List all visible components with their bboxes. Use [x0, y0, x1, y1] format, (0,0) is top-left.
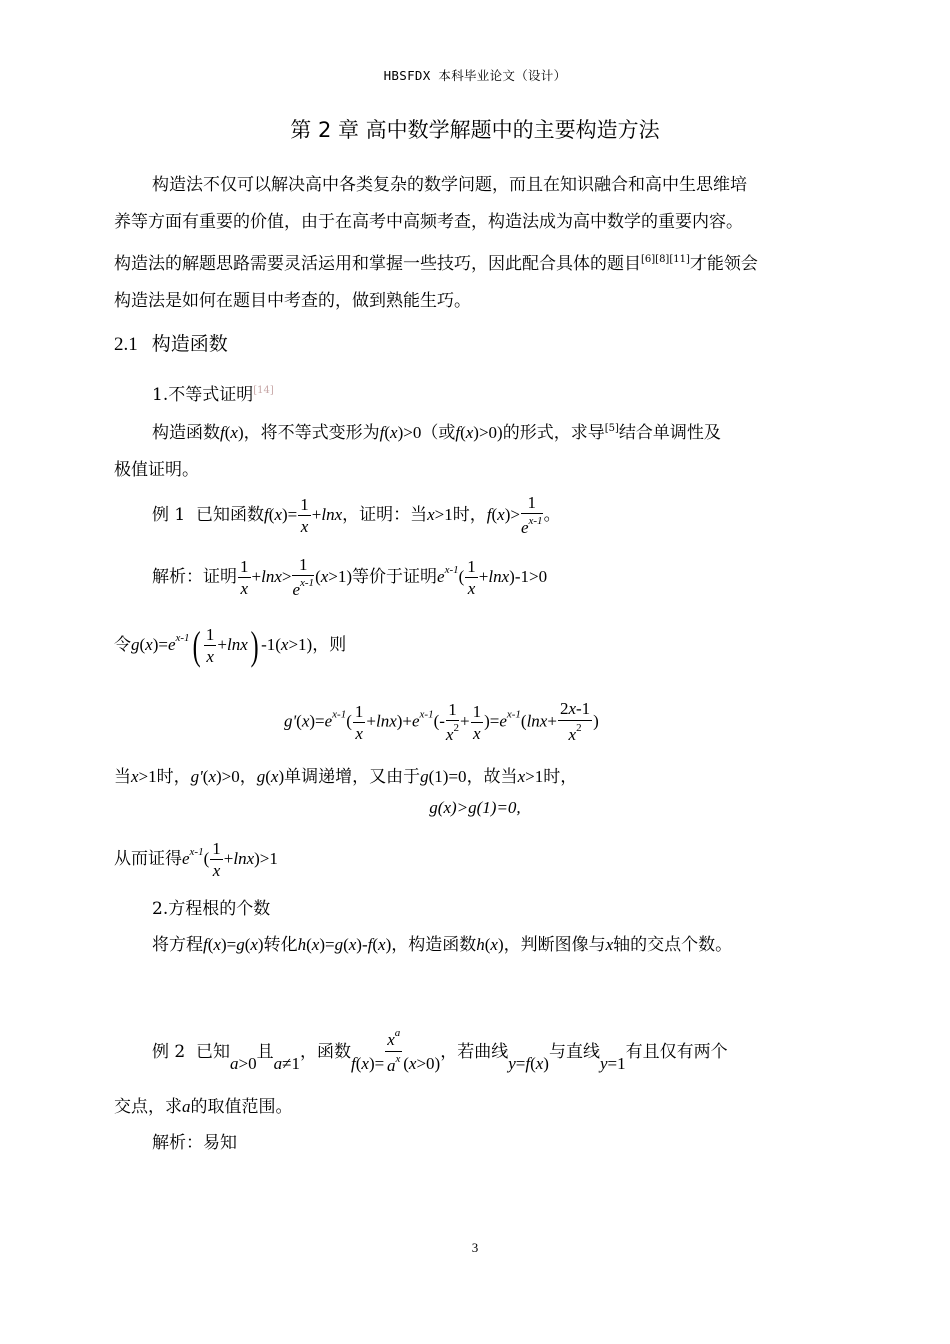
subsection-1-title: 1.不等式证明[14]: [152, 385, 274, 405]
subsection-1-body-line-2: 极值证明。: [114, 460, 199, 480]
section-number: 2.1: [114, 334, 138, 355]
section-heading: [114, 329, 228, 356]
subsection-1-body: 构造函数f(x)，将不等式变形为f(x)>0（或f(x)>0)的形式，求导[5]结合单调性及: [152, 423, 721, 443]
conclusion-line: 从而证得$e^{x-1}$( $\frac{1}{x}$ +lnx)>1: [114, 839, 278, 880]
chapter-title: 第 2 章 高中数学解题中的主要构造方法: [290, 118, 660, 142]
citation-14: [14]: [253, 385, 274, 396]
page-number: 3: [471, 1240, 479, 1255]
example-1: 例 1 已知函数f(x)= $\frac{1}{x}$ +lnx，证明：当x>1时，f(x)> $\frac{1}{e^{x-1}}$ 。: [152, 493, 561, 537]
section-title: 构造函数: [151, 333, 228, 355]
subsection-2-title: 2.方程根的个数: [152, 899, 271, 919]
citation-5: [5]: [604, 423, 619, 434]
intro-line-4: 构造法是如何在题目中考查的，做到熟能生巧。: [114, 291, 471, 311]
intro-line-1: 构造法不仅可以解决高中各类复杂的数学问题，而且在知识融合和高中生思维培: [152, 175, 747, 195]
subsection-2-body: 将方程f(x)=g(x)转化h(x)=g(x)-f(x)，构造函数h(x)，判断图像与x轴的交点个数。: [152, 935, 733, 955]
analysis-2: 解析：易知: [152, 1133, 237, 1153]
intro-line-3: 构造法的解题思路需要灵活运用和掌握一些技巧，因此配合具体的题目[6][8][11]才能领会: [114, 254, 758, 274]
example-2-line-2: 交点，求a的取值范围。: [114, 1097, 293, 1117]
analysis-1: 解析：证明 $\frac{1}{x}$ +lnx> $\frac{1}{e^{x-1}}$ (x>1)等价于证明$e^{x-1}$( $\frac{1}{x}$ +lnx)-1>0: [152, 555, 548, 599]
running-header: HBSFDX 本科毕业论文（设计）: [383, 68, 567, 83]
math-fx: f: [220, 423, 225, 442]
example-2: 例 2 已知a>0且a≠1，函数f(x)= $\frac{x^a}{a^x}$ (x>0)，若曲线y=f(x)与直线y=1有且仅有两个: [152, 1027, 728, 1075]
citation-6-8-11: [6][8][11]: [641, 254, 690, 265]
intro-line-2: 养等方面有重要的价值，由于在高考中高频考查，构造法成为高中数学的重要内容。: [114, 212, 743, 232]
let-line: 令$g(x)=e^{x-1}$( $\frac{1}{x}$ +lnx) -1(x>1)，则: [114, 623, 347, 668]
intro-paragraph: [114, 167, 841, 320]
centered-inequality: g(x)>g(1)=0,: [429, 798, 521, 817]
monotonic-line: 当x>1时，g'(x)>0，g(x)单调递增，又由于g(1)=0，故当x>1时，: [114, 767, 578, 787]
derivative-equation: $g'(x)=e^{x-1}$( $\frac{1}{x}$ $+\ln x)+e^{x-1}(-$ $\frac{1}{x^2}$ + $\frac{1}{x}$ )$=e^{x-1}(\ln x+$ $\frac{2x-1}{x^2}$ ): [284, 699, 599, 744]
